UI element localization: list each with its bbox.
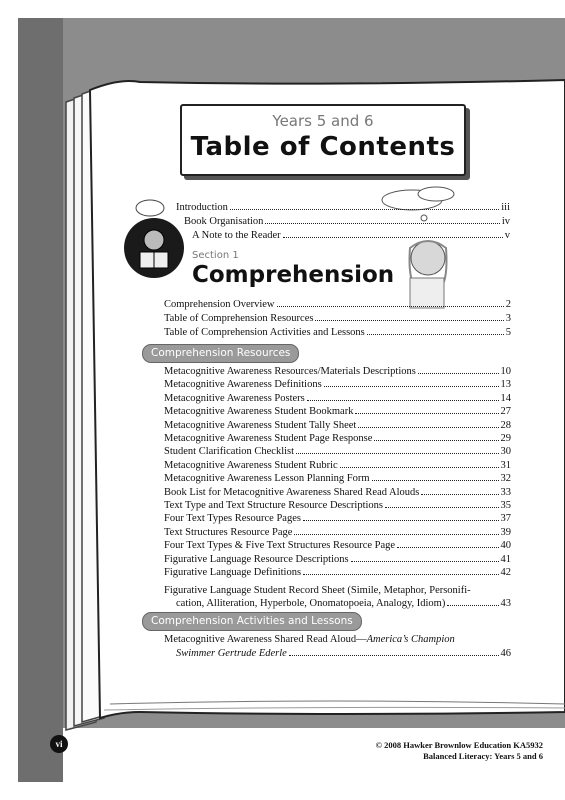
leader-dots: [421, 493, 498, 495]
leader-dots: [385, 506, 498, 508]
toc-entry-resource[interactable]: [164, 540, 511, 551]
toc-entry-resource[interactable]: [164, 473, 511, 484]
leader-dots: [277, 305, 504, 307]
toc-entry-title-italic: America’s Champion: [366, 634, 455, 645]
toc-entry-page: 2: [505, 299, 511, 310]
leader-dots: [358, 426, 498, 428]
toc-entry-label: Metacognitive Awareness Resources/Materials Descriptions: [164, 366, 416, 377]
toc-entry-label: Metacognitive Awareness Student Page Response: [164, 433, 373, 444]
toc-entry-resource[interactable]: [164, 433, 511, 444]
toc-entry-label: Book Organisation: [184, 216, 264, 227]
toc-entry-label: Table of Comprehension Activities and Lessons: [164, 327, 365, 338]
leader-dots: [230, 208, 499, 210]
leader-dots: [315, 319, 503, 321]
toc-entry-resource[interactable]: [164, 567, 511, 578]
page-title: Table of Contents: [190, 132, 456, 162]
section-title: Comprehension: [192, 262, 395, 288]
toc-entry-record-sheet-line1[interactable]: [164, 585, 511, 596]
toc-entry-introduction[interactable]: [176, 202, 510, 213]
toc-entry-shared-read-aloud-line2[interactable]: [176, 648, 511, 659]
toc-entry-page: 35: [500, 500, 511, 511]
toc-entry-page: iv: [501, 216, 510, 227]
leader-dots: [340, 466, 499, 468]
toc-entry-resource[interactable]: [164, 379, 511, 390]
toc-entry-label: Figurative Language Definitions: [164, 567, 302, 578]
toc-entry-table-of-resources[interactable]: [164, 313, 511, 324]
toc-entry-label: Metacognitive Awareness Definitions: [164, 379, 322, 391]
toc-entry-label: Introduction: [176, 202, 228, 213]
leader-dots: [351, 560, 499, 562]
toc-entry-page: 31: [500, 459, 511, 471]
toc-entry-page: 5: [505, 327, 511, 338]
toc-entry-page: 29: [500, 433, 511, 444]
toc-entry-page: 14: [500, 392, 511, 404]
toc-entry-resource[interactable]: [164, 393, 511, 404]
footer-book-title: Balanced Literacy: Years 5 and 6: [423, 751, 543, 761]
leader-dots: [397, 546, 498, 548]
toc-entry-resource[interactable]: [164, 513, 511, 524]
leader-dots: [296, 452, 498, 454]
leader-dots: [307, 399, 499, 401]
toc-entry-page: 46: [500, 648, 511, 659]
toc-entry-page: 13: [500, 379, 511, 391]
toc-entry-resource[interactable]: [164, 554, 511, 565]
toc-entry-label: Metacognitive Awareness Student Rubric: [164, 459, 338, 471]
toc-entry-page: 40: [500, 540, 511, 552]
toc-entry-comprehension-overview[interactable]: [164, 299, 511, 310]
toc-entry-label: Figurative Language Student Record Sheet (Simile, Metaphor, Personifi-: [164, 585, 471, 596]
toc-entry-label: Text Type and Text Structure Resource Descriptions: [164, 500, 384, 511]
activities-heading: Comprehension Activities and Lessons: [142, 612, 362, 631]
toc-entry-resource[interactable]: [164, 460, 511, 471]
toc-entry-label: cation, Alliteration, Hyperbole, Onomatopoeia, Analogy, Idiom): [176, 598, 446, 609]
page-number-badge: vi: [50, 735, 68, 753]
toc-entry-resource[interactable]: [164, 527, 511, 538]
title-years: Years 5 and 6: [272, 112, 374, 130]
toc-entry-page: 32: [500, 473, 511, 485]
toc-entry-page: 3: [505, 313, 511, 324]
toc-entry-page: 28: [500, 419, 511, 431]
toc-entry-label: Comprehension Overview: [164, 299, 275, 310]
toc-entry-label: Book List for Metacognitive Awareness Shared Read Alouds: [164, 486, 420, 498]
toc-entry-label: Metacognitive Awareness Posters: [164, 392, 305, 404]
toc-entry-note-to-reader[interactable]: [192, 230, 510, 241]
toc-entry-resource[interactable]: [164, 446, 511, 457]
toc-entry-label: Four Text Types Resource Pages: [164, 513, 301, 525]
leader-dots: [265, 222, 499, 224]
toc-entry-label: Figurative Language Resource Descriptions: [164, 553, 349, 565]
leader-dots: [418, 372, 499, 374]
toc-entry-title-italic: Swimmer Gertrude Ederle: [176, 648, 287, 659]
toc-entry-resource[interactable]: [164, 406, 511, 417]
toc-entry-label: Metacognitive Awareness Student Bookmark: [164, 406, 354, 418]
resources-heading: Comprehension Resources: [142, 344, 299, 363]
toc-entry-label: Table of Comprehension Resources: [164, 313, 314, 324]
toc-entry-page: 43: [500, 598, 511, 609]
leader-dots: [289, 654, 499, 656]
toc-entry-label: Metacognitive Awareness Shared Read Aloud—: [164, 634, 367, 645]
toc-entry-page: 39: [500, 526, 511, 538]
leader-dots: [283, 236, 503, 238]
leader-dots: [324, 385, 499, 387]
toc-entry-page: 41: [500, 553, 511, 565]
toc-entry-resource[interactable]: [164, 420, 511, 431]
toc-entry-page: 10: [500, 366, 511, 377]
toc-entry-page: 42: [500, 567, 511, 578]
toc-entry-page: iii: [501, 202, 510, 213]
leader-dots: [294, 533, 498, 535]
toc-entry-record-sheet-line2[interactable]: [176, 598, 511, 609]
toc-entry-resource[interactable]: [164, 487, 511, 498]
toc-entry-resource[interactable]: [164, 366, 511, 377]
leader-dots: [303, 573, 498, 575]
toc-entry-page: 37: [500, 513, 511, 525]
toc-entry-page: 30: [500, 446, 511, 458]
leader-dots: [374, 439, 498, 441]
leader-dots: [447, 604, 498, 606]
title-banner: [180, 104, 466, 176]
leader-dots: [355, 412, 498, 414]
toc-entry-label: Four Text Types & Five Text Structures Resource Page: [164, 540, 396, 552]
toc-entry-label: Text Structures Resource Page: [164, 526, 293, 538]
toc-entry-book-organisation[interactable]: [184, 216, 510, 227]
footer-publisher: © 2008 Hawker Brownlow Education KA5932: [375, 740, 543, 750]
toc-entry-label: Metacognitive Awareness Student Tally Sheet: [164, 419, 357, 431]
section-label: Section 1: [192, 250, 239, 261]
toc-entry-page: 33: [500, 486, 511, 498]
toc-entry-resource[interactable]: [164, 500, 511, 511]
toc-entry-label: A Note to the Reader: [192, 230, 281, 241]
toc-entry-page: v: [504, 230, 510, 241]
leader-dots: [372, 479, 499, 481]
toc-entry-shared-read-aloud-line1[interactable]: [164, 634, 511, 645]
leader-dots: [303, 519, 499, 521]
footer-copyright: [376, 740, 543, 762]
leader-dots: [367, 333, 504, 335]
toc-entry-page: 27: [500, 406, 511, 418]
toc-entry-label: Metacognitive Awareness Lesson Planning Form: [164, 473, 370, 485]
toc-entry-table-of-activities[interactable]: [164, 327, 511, 338]
toc-entry-label: Student Clarification Checklist: [164, 446, 295, 458]
